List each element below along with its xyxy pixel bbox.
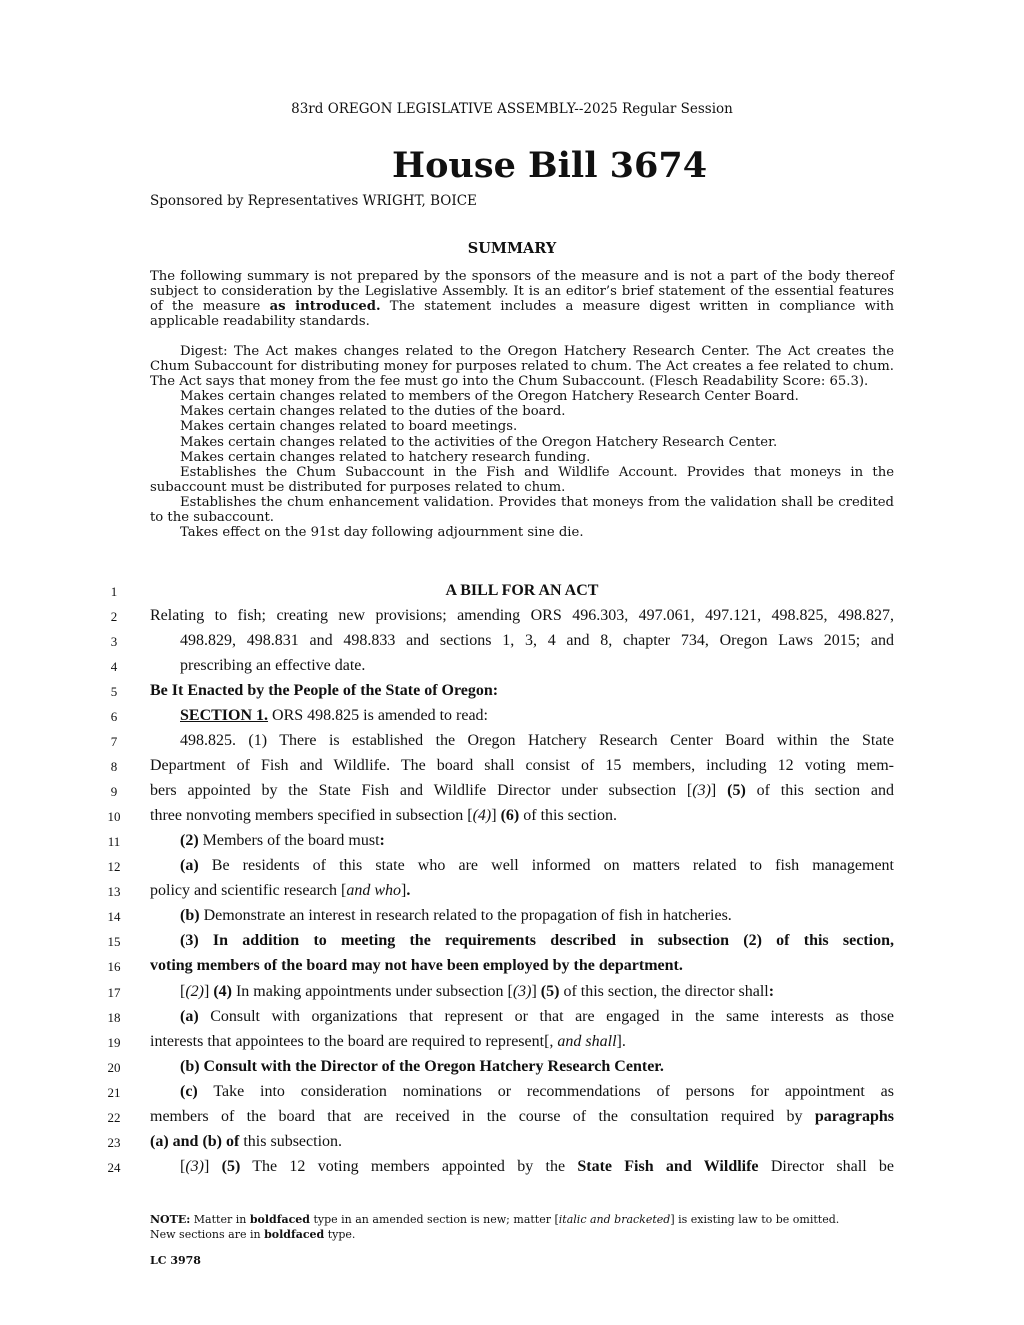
summary-item: Makes certain changes related to hatchery research funding. [180,449,591,465]
summary-item: Makes certain changes related to members of the Oregon Hatchery Research Center Board. [180,389,799,405]
line-number: 1 [110,584,118,599]
bill-heading: A BILL FOR AN ACT [445,582,599,599]
line-number: 4 [110,659,118,674]
sponsor-line: Sponsored by Representatives WRIGHT, BOICE [150,193,477,209]
bill-line: (a) Be residents of this state who are well informed on matters related to fish management [180,857,894,874]
section-1-heading: SECTION 1. ORS 498.825 is amended to read: [180,707,488,724]
line-number: 10 [107,809,121,824]
summary-digest [150,344,894,540]
bill-line: interests that appointees to the board are required to represent[, and shall]. [150,1033,626,1050]
line-number: 24 [107,1160,121,1175]
line-number: 19 [107,1035,121,1050]
bill-line: [(3)] (5) The 12 voting members appointed by the State Fish and Wildlife Director shall be [180,1158,895,1175]
bill-line: members of the board that are received in the course of the consultation required by paragraphs [150,1108,894,1125]
summary-item: Establishes the Chum Subaccount in the Fish and Wildlife Account. Provides that moneys in the subaccount must be distributed for purposes related to chum. [150,464,894,495]
bill-line: Department of Fish and Wildlife. The board shall consist of 15 members, including 12 voting mem- [150,757,894,774]
bill-line: (3) In addition to meeting the requirements described in subsection (2) of this section, [180,932,894,949]
bill-line: voting members of the board may not have been employed by the department. [150,957,683,974]
bill-line: 498.829, 498.831 and 498.833 and sections 1, 3, 4 and 8, chapter 734, Oregon Laws 2015; and [180,632,894,649]
line-number: 15 [107,934,121,949]
bill-line: Relating to fish; creating new provisions; amending ORS 496.303, 497.061, 497.121, 498.825, 498.827, [150,607,894,624]
line-number: 20 [107,1060,121,1075]
footer-note: NOTE: Matter in boldfaced type in an amended section is new; matter [italic and bracketed] is existing law to be omitted. New sections are in boldfaced type. [150,1213,840,1241]
session-header: 83rd OREGON LEGISLATIVE ASSEMBLY--2025 Regular Session [291,101,733,117]
line-number: 2 [110,609,118,624]
lc-number: LC 3978 [150,1254,201,1267]
line-number: 17 [107,985,121,1000]
bill-line: (c) Take into consideration nominations or recommendations of persons for appointment as [180,1083,894,1100]
bill-line: [(2)] (4) In making appointments under subsection [(3)] (5) of this section, the director shall: [180,983,775,1000]
line-number: 7 [110,734,118,749]
line-number: 13 [107,884,121,899]
summary-intro: The following summary is not prepared by the sponsors of the measure and is not a part of the body thereof subject to consideration by the Legislative Assembly. It is an editor’s brief statement of the essential features of the measure as introduced. The statement includes a measure digest written in compliance with applicable readability standards. [150,269,894,330]
line-number: 5 [110,684,118,699]
line-number: 14 [107,909,121,924]
bill-title: House Bill 3674 [392,145,708,186]
digest-paragraph: Digest: The Act makes changes related to the Oregon Hatchery Research Center. The Act creates the Chum Subaccount for distributing money for purposes related to chum. The Act creates a fee related to chum. The Act says that money from the fee must go into the Chum Subaccount. (Flesch Readability Score: 65.3). [150,344,894,390]
bill-line: (2) Members of the board must: [180,832,385,849]
bill-line: (a) and (b) of this subsection. [150,1133,343,1150]
bill-line: policy and scientific research [and who]. [150,882,411,899]
line-number: 23 [107,1135,121,1150]
enacting-clause: Be It Enacted by the People of the State of Oregon: [150,682,499,699]
summary-item: Makes certain changes related to the duties of the board. [180,404,566,420]
line-number: 12 [107,859,121,874]
bill-line: 498.825. (1) There is established the Oregon Hatchery Research Center Board within the State [180,732,894,749]
bill-line: (b) Demonstrate an interest in research related to the propagation of fish in hatcheries. [180,907,732,924]
bill-line: (b) Consult with the Director of the Oregon Hatchery Research Center. [180,1058,664,1075]
summary-heading: SUMMARY [467,240,557,257]
line-number: 16 [107,959,121,974]
summary-item: Establishes the chum enhancement validation. Provides that moneys from the validation shall be credited to the subaccount. [150,494,894,526]
summary-item: Makes certain changes related to the activities of the Oregon Hatchery Research Center. [180,434,778,450]
line-number: 22 [107,1110,121,1125]
line-number: 11 [107,834,121,849]
line-number: 21 [107,1085,121,1100]
line-number: 9 [110,784,118,799]
line-number: 8 [110,759,118,774]
line-number: 6 [110,709,118,724]
bill-line: (a) Consult with organizations that represent or that are engaged in the same interests as those [180,1008,894,1025]
line-number: 18 [107,1010,121,1025]
bill-line: bers appointed by the State Fish and Wildlife Director under subsection [(3)] (5) of this section and [150,782,895,799]
summary-item: Makes certain changes related to board meetings. [180,419,518,435]
line-number: 3 [110,634,118,649]
summary-item: Takes effect on the 91st day following adjournment sine die. [180,525,584,541]
bill-line: three nonvoting members specified in subsection [(4)] (6) of this section. [150,807,617,824]
bill-line: prescribing an effective date. [180,657,366,674]
